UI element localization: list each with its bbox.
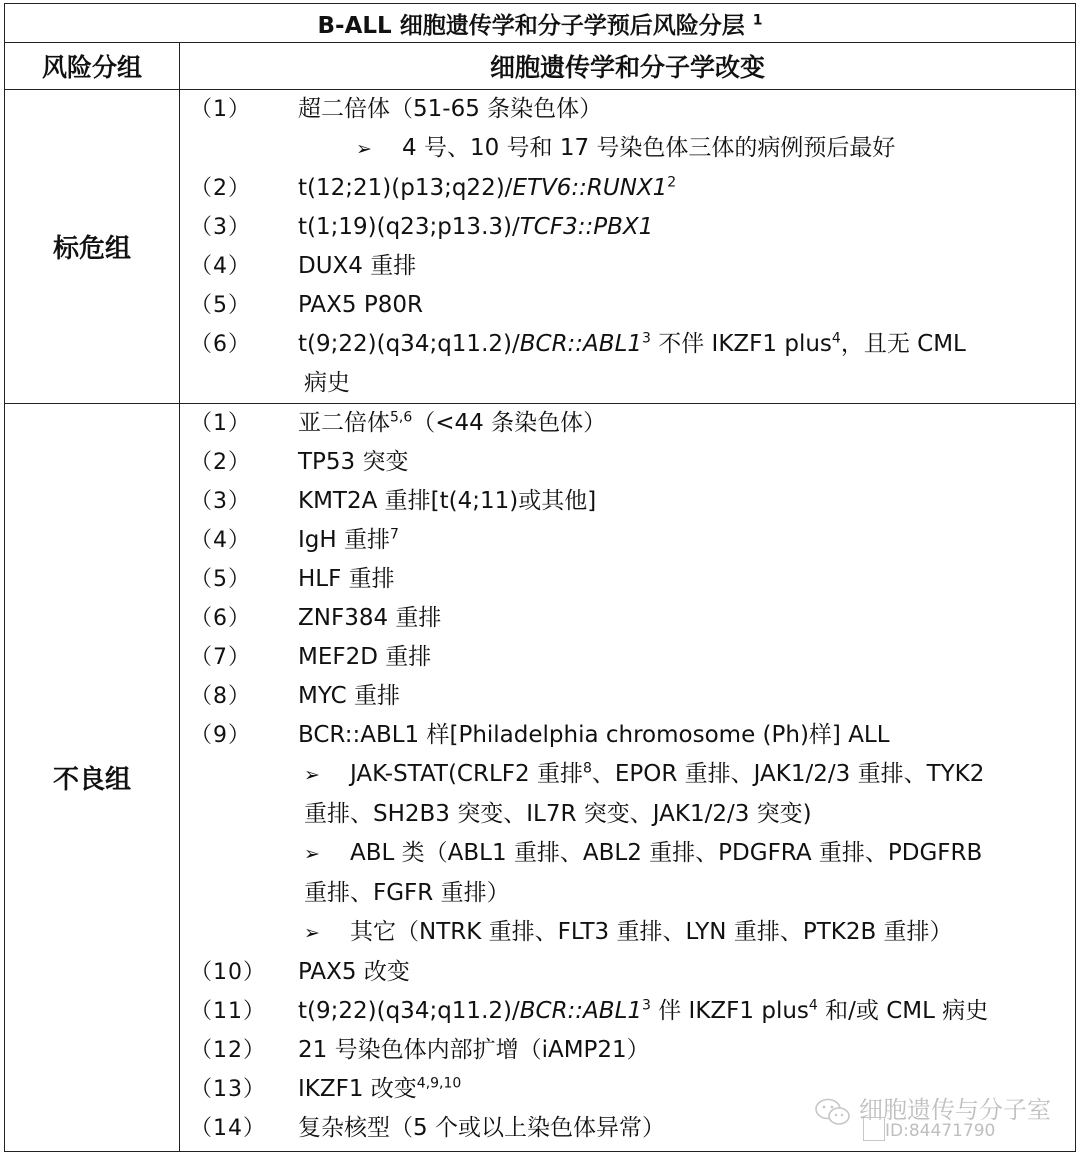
- item-number: （10）: [190, 960, 266, 985]
- list-item: [180, 953, 1075, 992]
- item-text: BCR::ABL1 样[Philadelphia chromosome (Ph)样] ALL: [298, 722, 890, 748]
- wechat-icon: [815, 1097, 851, 1127]
- subitem-text-line2: 重排、FGFR 重排）: [304, 880, 510, 906]
- footnote-ref: 4: [831, 330, 841, 347]
- footnote-ref: 3: [642, 997, 651, 1014]
- item-number: （13）: [190, 1077, 266, 1102]
- arrow-bullet-icon: ➢: [304, 764, 320, 786]
- header-group: 风险分组: [5, 43, 180, 90]
- footnote-ref: 2: [667, 174, 677, 191]
- footnote-ref: 8: [582, 760, 592, 777]
- arrow-bullet-icon: ➢: [304, 922, 320, 944]
- item-text: HLF 重排: [298, 566, 395, 592]
- standard-content: [180, 90, 1076, 404]
- subitem-text: ABL 类（ABL1 重排、ABL2 重排、PDGFRA 重排、PDGFRB: [350, 840, 983, 866]
- gene-fusion: BCR::ABL1: [519, 331, 643, 357]
- item-number: （1）: [190, 411, 251, 436]
- watermark-id: ID:84471790: [885, 1121, 996, 1141]
- group-poor: 不良组: [5, 404, 180, 1152]
- header-changes: 细胞遗传学和分子学改变: [180, 43, 1076, 90]
- item-text: PAX5 改变: [298, 959, 410, 985]
- subitem-text-post: 、EPOR 重排、JAK1/2/3 重排、TYK2: [591, 761, 985, 787]
- item-text-post: 和/或 CML 病史: [817, 998, 989, 1024]
- table-title-sup: 1: [752, 11, 763, 28]
- item-text: t(9;22)(q34;q11.2)/: [298, 331, 520, 357]
- list-subitem-continued: [180, 795, 1075, 834]
- item-number: （12）: [190, 1038, 266, 1063]
- item-text: 21 号染色体内部扩增（iAMP21）: [298, 1037, 650, 1063]
- item-number: （11）: [190, 999, 266, 1024]
- watermark-name: 细胞遗传与分子室: [859, 1096, 1051, 1124]
- item-number: （5）: [190, 293, 251, 318]
- list-item: [180, 482, 1075, 521]
- list-item: [180, 404, 1075, 443]
- list-subitem: [180, 834, 1075, 874]
- item-text: 亚二倍体: [298, 410, 390, 436]
- item-text: t(9;22)(q34;q11.2)/: [298, 998, 520, 1024]
- list-item: [180, 716, 1075, 755]
- item-text: IKZF1 改变: [298, 1076, 417, 1102]
- subitem-text: 4 号、10 号和 17 号染色体三体的病例预后最好: [402, 135, 896, 161]
- list-item: [180, 208, 1075, 247]
- poor-content: [180, 404, 1076, 1152]
- item-number: （7）: [190, 645, 251, 670]
- item-number: （6）: [190, 606, 251, 631]
- item-text: 超二倍体（51-65 条染色体）: [298, 96, 603, 122]
- item-number: （6）: [190, 332, 251, 357]
- gene-fusion: BCR::ABL1: [519, 998, 643, 1024]
- item-text: DUX4 重排: [298, 253, 417, 279]
- list-subitem: [180, 129, 1075, 169]
- arrow-bullet-icon: ➢: [356, 138, 372, 160]
- arrow-bullet-icon: ➢: [304, 843, 320, 865]
- item-number: （3）: [190, 215, 251, 240]
- list-item-continued: [180, 364, 1075, 403]
- item-text-post: （<44 条染色体）: [412, 410, 607, 436]
- list-item: [180, 599, 1075, 638]
- list-item: [180, 169, 1075, 208]
- item-text: t(1;19)(q23;p13.3)/: [298, 214, 520, 240]
- item-number: （1）: [190, 97, 251, 122]
- table-title-text: B-ALL 细胞遗传学和分子学预后风险分层: [317, 12, 745, 39]
- list-item: [180, 560, 1075, 599]
- list-subitem-continued: [180, 874, 1075, 913]
- table-title: [5, 4, 1076, 43]
- list-subitem: [180, 755, 1075, 795]
- item-number: （2）: [190, 450, 251, 475]
- item-text-mid: 不伴 IKZF1 plus: [650, 331, 832, 357]
- item-number: （3）: [190, 489, 251, 514]
- gene-fusion: ETV6::RUNX1: [512, 175, 668, 201]
- list-subitem: [180, 913, 1075, 953]
- footnote-ref: 3: [642, 330, 651, 347]
- list-item: [180, 1031, 1075, 1070]
- item-number: （4）: [190, 528, 251, 553]
- list-item: [180, 443, 1075, 482]
- risk-table: [4, 3, 1076, 1152]
- watermark: [815, 1087, 1065, 1147]
- subitem-text: JAK-STAT(CRLF2 重排: [350, 761, 583, 787]
- subitem-text: 其它（NTRK 重排、FLT3 重排、LYN 重排、PTK2B 重排）: [350, 919, 953, 945]
- item-number: （14）: [190, 1116, 266, 1141]
- item-text: KMT2A 重排[t(4;11)或其他]: [298, 488, 597, 514]
- list-item: [180, 677, 1075, 716]
- list-item: [180, 90, 1075, 129]
- item-text-line2: 病史: [304, 370, 350, 396]
- item-number: （9）: [190, 723, 251, 748]
- item-text: PAX5 P80R: [298, 292, 423, 318]
- item-text: MEF2D 重排: [298, 644, 432, 670]
- footnote-ref: 4,9,10: [416, 1075, 462, 1092]
- footnote-ref: 5,6: [390, 409, 413, 426]
- item-text: TP53 突变: [298, 449, 409, 475]
- subitem-text-line2: 重排、SH2B3 突变、IL7R 突变、JAK1/2/3 突变): [304, 801, 812, 827]
- item-text-mid: 伴 IKZF1 plus: [650, 998, 809, 1024]
- list-item: [180, 286, 1075, 325]
- item-text: MYC 重排: [298, 683, 401, 709]
- list-item: [180, 638, 1075, 677]
- footnote-ref: 4: [808, 997, 818, 1014]
- item-number: （8）: [190, 684, 251, 709]
- list-item: [180, 521, 1075, 560]
- list-item: [180, 247, 1075, 286]
- gene-fusion: TCF3::PBX1: [519, 214, 654, 240]
- item-number: （5）: [190, 567, 251, 592]
- list-item: [180, 992, 1075, 1031]
- footnote-ref: 7: [390, 526, 399, 543]
- watermark-frame: [863, 1117, 885, 1141]
- item-text: 复杂核型（5 个或以上染色体异常）: [298, 1115, 665, 1141]
- item-text: ZNF384 重排: [298, 605, 442, 631]
- item-number: （4）: [190, 254, 251, 279]
- item-text: t(12;21)(p13;q22)/: [298, 175, 513, 201]
- item-text: IgH 重排: [298, 527, 390, 553]
- item-text-post: ，且无 CML: [840, 331, 966, 357]
- item-number: （2）: [190, 176, 251, 201]
- list-item: [180, 325, 1075, 364]
- group-standard: 标危组: [5, 90, 180, 404]
